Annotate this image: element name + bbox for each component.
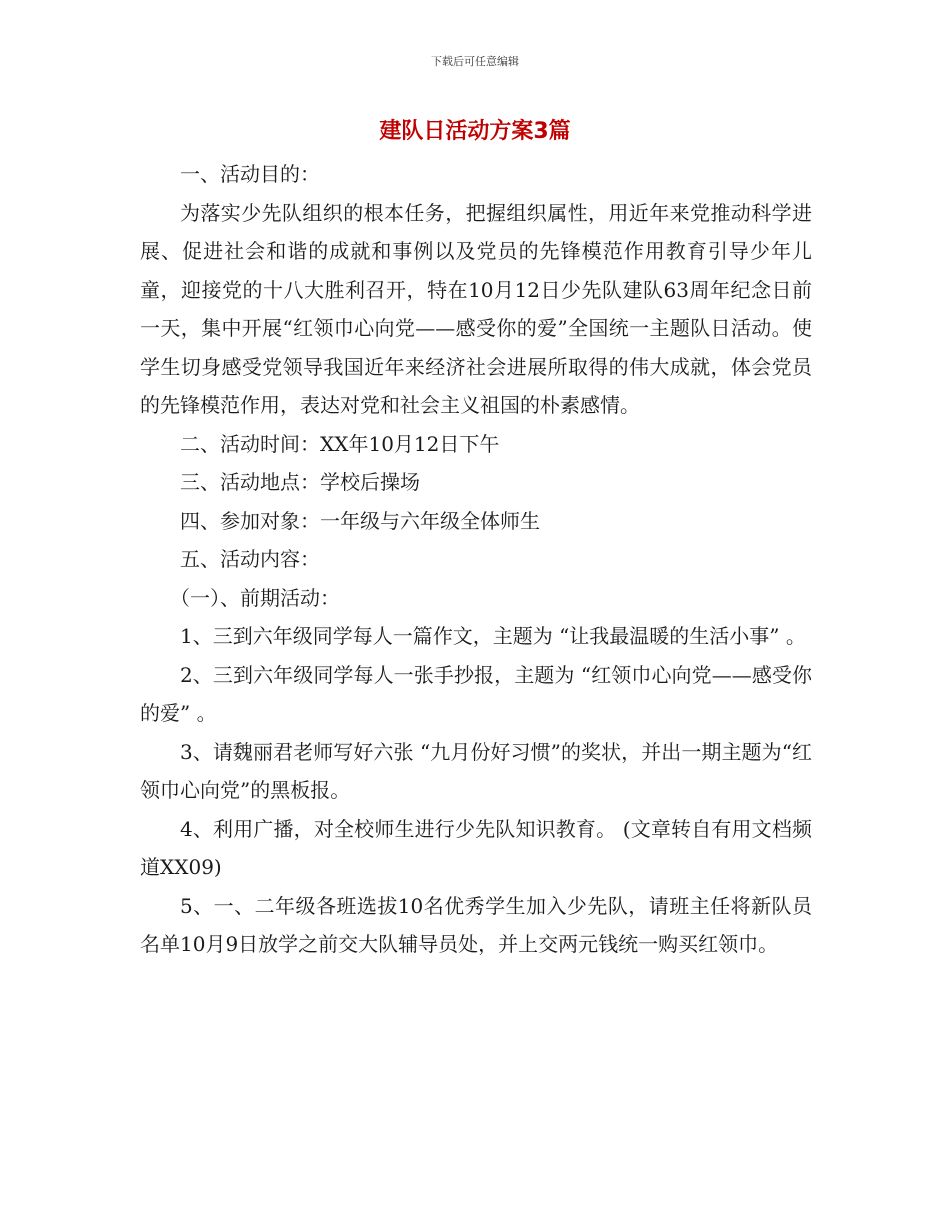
document-title: 建队日活动方案3篇 — [379, 119, 571, 144]
paragraph-goal-text: 为落实少先队组织的根本任务，把握组织属性，用近年来党推动科学进展、促进社会和谐的成就和事例以及党员的先锋模范作用教育引导少年儿童，迎接党的十八大胜利召开，特在10月12日少先队建队63周年纪念日前一天，集中开展“红领巾心向党——感受你的爱”全国统一主题队日活动。使学生切身感受党领导我国近年来经济社会进展所取得的伟大成就，体会党员的先锋模范作用，表达对党和社会主义祖国的朴素感情。 — [140, 200, 812, 417]
paragraph-item-1: 1、三到六年级同学每人一篇作文，主题为 “让我最温暖的生活小事” 。 — [180, 624, 806, 648]
page-header: 下载后可任意编辑 — [431, 55, 519, 68]
paragraph-time: 二、活动时间：XX年10月12日下午 — [180, 431, 500, 456]
paragraph-location: 三、活动地点：学校后操场 — [180, 470, 420, 494]
paragraph-item-4: 4、利用广播，对全校师生进行少先队知识教育。 (文章转自有用文档频道XX09) — [140, 816, 812, 879]
paragraph-item-2: 2、三到六年级同学每人一张手抄报，主题为 “红领巾心向党——感受你的爱” 。 — [140, 662, 812, 725]
paragraph-item-3: 3、请魏丽君老师写好六张 “九月份好习惯”的奖状，并出一期主题为“红领巾心向党”的黑板报。 — [140, 739, 812, 802]
paragraph-participants: 四、参加对象：一年级与六年级全体师生 — [180, 508, 540, 533]
paragraph-preliminary-heading: （一）、前期活动： — [170, 585, 340, 610]
paragraph-goal-heading: 一、活动目的： — [180, 162, 320, 186]
paragraph-content-heading: 五、活动内容： — [180, 547, 320, 571]
document-body — [140, 155, 812, 964]
paragraph-item-5: 5、一、二年级各班选拔10名优秀学生加入少先队，请班主任将新队员名单10月9日放学之前交大队辅导员处，并上交两元钱统一购买红领巾。 — [140, 893, 812, 956]
